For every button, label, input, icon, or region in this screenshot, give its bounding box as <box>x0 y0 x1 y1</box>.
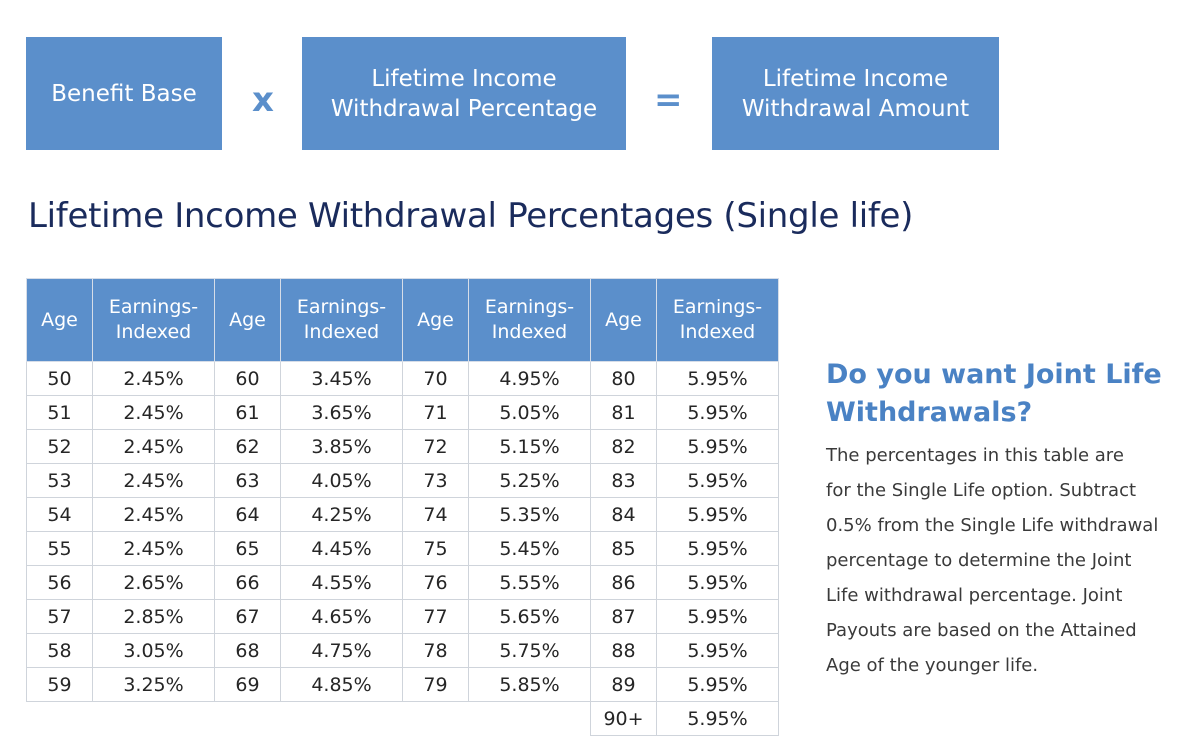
header-earnings-indexed-line2: Indexed <box>491 321 568 343</box>
rate-cell: 2.65% <box>93 566 215 600</box>
table-row <box>27 498 779 532</box>
age-cell: 58 <box>27 634 93 668</box>
age-cell: 71 <box>403 396 469 430</box>
rate-cell: 2.45% <box>93 464 215 498</box>
table-row <box>27 396 779 430</box>
age-cell: 57 <box>27 600 93 634</box>
table-row <box>27 702 779 736</box>
rate-cell: 5.45% <box>469 532 591 566</box>
age-cell: 88 <box>591 634 657 668</box>
age-cell: 82 <box>591 430 657 464</box>
withdrawal-percentage-line2: Withdrawal Percentage <box>330 95 598 122</box>
table-row <box>27 464 779 498</box>
header-earnings-indexed <box>93 279 215 362</box>
joint-life-description <box>826 438 1196 683</box>
age-cell: 72 <box>403 430 469 464</box>
rate-cell: 3.45% <box>281 362 403 396</box>
age-cell: 77 <box>403 600 469 634</box>
rate-cell: 5.95% <box>657 566 779 600</box>
header-earnings-indexed-line2: Indexed <box>115 321 192 343</box>
withdrawal-amount-line1: Lifetime Income <box>762 65 949 92</box>
header-earnings-indexed <box>469 279 591 362</box>
age-cell: 64 <box>215 498 281 532</box>
description-line: Payouts are based on the Attained <box>826 620 1137 641</box>
rate-cell: 5.55% <box>469 566 591 600</box>
withdrawal-percentage-box <box>302 37 626 150</box>
table-header-row <box>27 279 779 362</box>
empty-cell <box>469 702 591 736</box>
age-cell: 61 <box>215 396 281 430</box>
description-line: 0.5% from the Single Life withdrawal <box>826 515 1159 536</box>
table-row <box>27 600 779 634</box>
age-cell: 87 <box>591 600 657 634</box>
header-earnings-indexed-line2: Indexed <box>679 321 756 343</box>
joint-life-note <box>826 356 1196 683</box>
withdrawal-amount-box <box>712 37 999 150</box>
rate-cell: 5.95% <box>657 396 779 430</box>
equals-operator: = <box>654 80 683 120</box>
age-cell: 79 <box>403 668 469 702</box>
age-cell: 67 <box>215 600 281 634</box>
rate-cell: 4.55% <box>281 566 403 600</box>
age-cell: 80 <box>591 362 657 396</box>
rate-cell: 4.95% <box>469 362 591 396</box>
age-cell: 81 <box>591 396 657 430</box>
rate-cell: 3.25% <box>93 668 215 702</box>
rate-cell: 5.95% <box>657 430 779 464</box>
table-body <box>27 362 779 736</box>
rate-cell: 5.25% <box>469 464 591 498</box>
empty-cell <box>403 702 469 736</box>
rate-cell: 2.85% <box>93 600 215 634</box>
age-cell: 62 <box>215 430 281 464</box>
joint-life-heading-line1: Do you want Joint Life <box>826 359 1162 390</box>
rate-cell: 5.65% <box>469 600 591 634</box>
rate-cell: 2.45% <box>93 430 215 464</box>
age-cell: 84 <box>591 498 657 532</box>
age-cell: 66 <box>215 566 281 600</box>
page-title: Lifetime Income Withdrawal Percentages (Single life) <box>28 196 914 236</box>
header-age: Age <box>215 279 281 362</box>
header-age: Age <box>27 279 93 362</box>
age-cell: 55 <box>27 532 93 566</box>
empty-cell <box>93 702 215 736</box>
empty-cell <box>281 702 403 736</box>
age-cell: 69 <box>215 668 281 702</box>
rate-cell: 3.85% <box>281 430 403 464</box>
rate-cell: 5.95% <box>657 498 779 532</box>
table-row <box>27 532 779 566</box>
header-earnings-indexed-line1: Earnings- <box>484 296 575 318</box>
age-cell: 74 <box>403 498 469 532</box>
age-cell: 75 <box>403 532 469 566</box>
rate-cell: 5.95% <box>657 702 779 736</box>
rate-cell: 5.95% <box>657 600 779 634</box>
description-line: for the Single Life option. Subtract <box>826 480 1137 501</box>
rate-cell: 4.85% <box>281 668 403 702</box>
joint-life-heading <box>826 356 1196 432</box>
header-earnings-indexed <box>657 279 779 362</box>
rate-cell: 2.45% <box>93 362 215 396</box>
rate-cell: 4.45% <box>281 532 403 566</box>
rate-cell: 5.15% <box>469 430 591 464</box>
age-cell: 60 <box>215 362 281 396</box>
empty-cell <box>27 702 93 736</box>
rate-cell: 5.95% <box>657 634 779 668</box>
age-cell: 89 <box>591 668 657 702</box>
description-line: percentage to determine the Joint <box>826 550 1132 571</box>
age-cell: 76 <box>403 566 469 600</box>
age-cell: 53 <box>27 464 93 498</box>
age-cell: 90+ <box>591 702 657 736</box>
table-row <box>27 668 779 702</box>
rate-cell: 4.75% <box>281 634 403 668</box>
age-cell: 52 <box>27 430 93 464</box>
header-earnings-indexed <box>281 279 403 362</box>
header-age: Age <box>591 279 657 362</box>
description-line: The percentages in this table are <box>826 445 1124 466</box>
multiply-operator: x <box>252 80 274 120</box>
rate-cell: 4.05% <box>281 464 403 498</box>
rate-cell: 4.25% <box>281 498 403 532</box>
age-cell: 70 <box>403 362 469 396</box>
rate-cell: 5.95% <box>657 362 779 396</box>
age-cell: 56 <box>27 566 93 600</box>
joint-life-heading-line2: Withdrawals? <box>826 397 1033 428</box>
rate-cell: 5.75% <box>469 634 591 668</box>
age-cell: 78 <box>403 634 469 668</box>
table-row <box>27 430 779 464</box>
rate-cell: 5.95% <box>657 464 779 498</box>
rate-cell: 5.95% <box>657 532 779 566</box>
rate-cell: 3.05% <box>93 634 215 668</box>
age-cell: 54 <box>27 498 93 532</box>
table-row <box>27 634 779 668</box>
withdrawal-amount-line2: Withdrawal Amount <box>741 95 970 122</box>
rate-cell: 2.45% <box>93 396 215 430</box>
age-cell: 50 <box>27 362 93 396</box>
header-earnings-indexed-line2: Indexed <box>303 321 380 343</box>
age-cell: 63 <box>215 464 281 498</box>
description-line: Age of the younger life. <box>826 655 1039 676</box>
age-cell: 65 <box>215 532 281 566</box>
withdrawal-percentage-line1: Lifetime Income <box>371 65 557 92</box>
rate-cell: 2.45% <box>93 532 215 566</box>
empty-cell <box>215 702 281 736</box>
table-row <box>27 566 779 600</box>
header-earnings-indexed-line1: Earnings- <box>296 296 387 318</box>
rate-cell: 4.65% <box>281 600 403 634</box>
age-cell: 68 <box>215 634 281 668</box>
age-cell: 51 <box>27 396 93 430</box>
rate-cell: 2.45% <box>93 498 215 532</box>
age-cell: 59 <box>27 668 93 702</box>
rate-cell: 5.05% <box>469 396 591 430</box>
benefit-base-label: Benefit Base <box>51 80 197 107</box>
header-age: Age <box>403 279 469 362</box>
benefit-base-box <box>26 37 222 150</box>
rate-cell: 5.85% <box>469 668 591 702</box>
age-cell: 85 <box>591 532 657 566</box>
rate-cell: 5.35% <box>469 498 591 532</box>
age-cell: 86 <box>591 566 657 600</box>
rate-cell: 3.65% <box>281 396 403 430</box>
withdrawal-rates-table <box>26 278 779 736</box>
age-cell: 83 <box>591 464 657 498</box>
rate-cell: 5.95% <box>657 668 779 702</box>
header-earnings-indexed-line1: Earnings- <box>672 296 763 318</box>
description-line: Life withdrawal percentage. Joint <box>826 585 1123 606</box>
header-earnings-indexed-line1: Earnings- <box>108 296 199 318</box>
table-row <box>27 362 779 396</box>
age-cell: 73 <box>403 464 469 498</box>
